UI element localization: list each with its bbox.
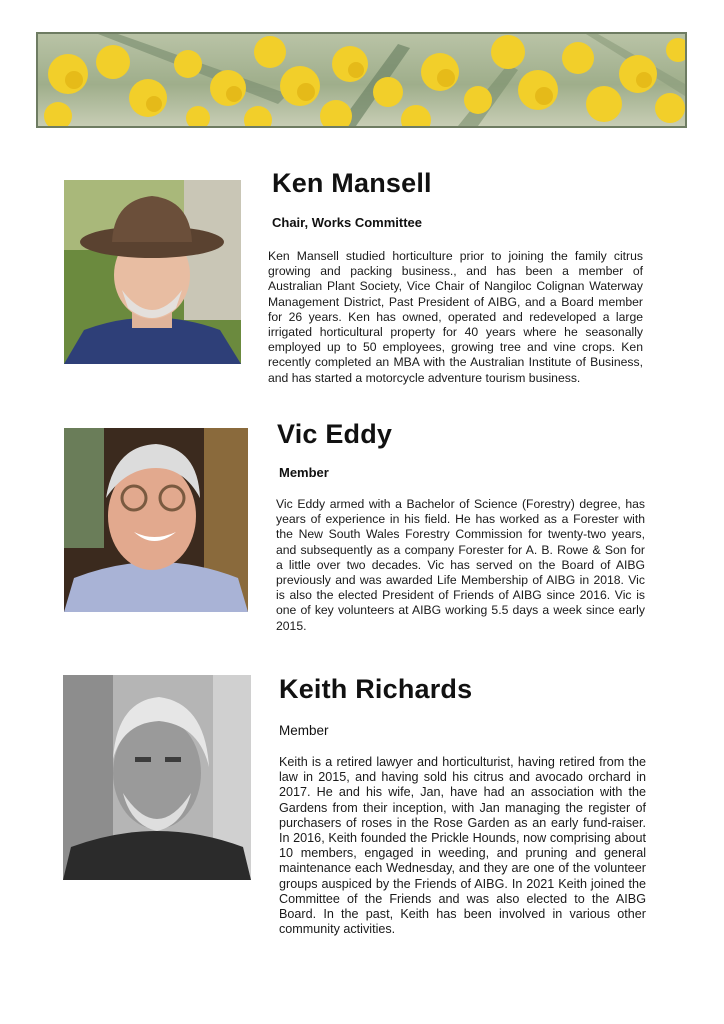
person-role: Chair, Works Committee — [272, 215, 423, 230]
portrait-photo — [64, 428, 248, 612]
banner-wattle-image — [36, 32, 687, 128]
person-name: Keith Richards — [279, 674, 473, 704]
person-role: Member — [279, 723, 329, 738]
portrait-photo — [63, 675, 251, 880]
wattle-flowers-graphic — [38, 34, 685, 126]
person-bio: Keith is a retired lawyer and horticulturist, having retired from the law in 2015, and having sold his citrus and avocado orchard in 2017. He and his wife, Jan, have had an association with the Gardens from their inception, with Jan managing the register of purchasers of roses in the Rose Garden as an early fund-raiser. In 2016, Keith founded the Prickle Hounds, now comprising about 10 members, engaged in weeding, and pruning and general maintenance each Wednesday, and they are one of the volunteer groups auspiced by the Friends of AIBG. In 2021 Keith joined the Committee of the Friends and was also elected to the AIBG Board. In the past, Keith has been involved in various other community activities. — [279, 755, 646, 937]
person-bio: Ken Mansell studied horticulture prior to joining the family citrus growing and packing business., and has been a member of Australian Plant Society, Vice Chair of Nangiloc Colignan Waterway Management District, Past President of AIBG, and a Board member for 26 years. Ken has owned, operated and redeveloped a large irrigated horticultural property for 40 years where he seasonally employed up to 50 employees, growing tree and vine crops. Ken recently completed an MBA with the Australian Institute of Business, and has started a motorcycle adventure tourism business. — [268, 249, 643, 385]
person-name: Ken Mansell — [272, 168, 432, 198]
person-bio: Vic Eddy armed with a Bachelor of Science (Forestry) degree, has years of experience in his field. He has worked as a Forester with the New South Wales Forestry Commission for twenty-two years, and subsequently as a company Forester for A. B. Rowe & Son for a little over two decades. Vic has served on the Board of AIBG previously and was awarded Life Membership of AIBG in 2018. Vic is also the elected President of Friends of AIBG since 2016. Vic is one of key volunteers at AIBG working 5.5 days a week since early 2015. — [276, 497, 645, 633]
person-name: Vic Eddy — [277, 419, 393, 449]
portrait-photo — [64, 180, 241, 364]
person-role: Member — [279, 465, 329, 480]
